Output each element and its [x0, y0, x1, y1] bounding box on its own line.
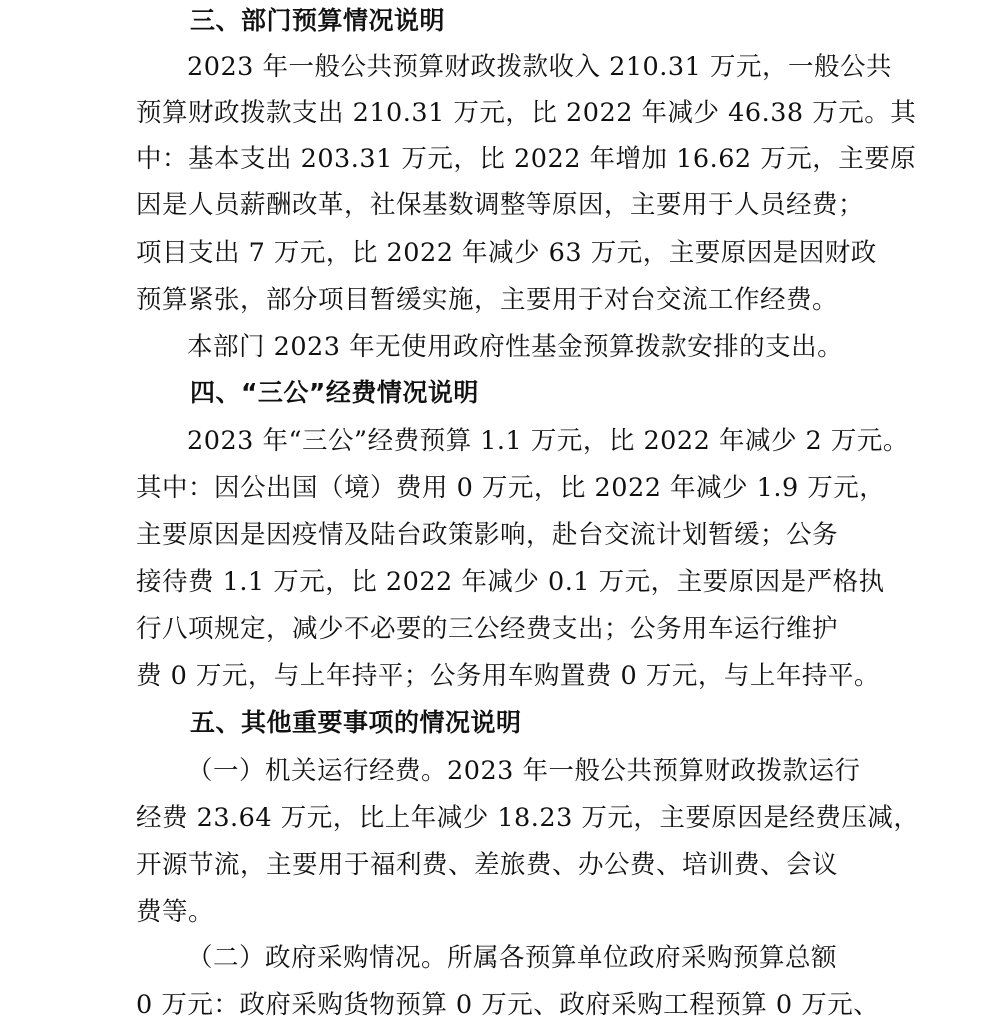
- body-line: 接待费 1.1 万元，比 2022 年减少 0.1 万元，主要原因是严格执: [136, 567, 885, 597]
- body-line: 行八项规定，减少不必要的三公经费支出；公务用车运行维护: [136, 614, 839, 644]
- body-line: 本部门 2023 年无使用政府性基金预算拨款安排的支出。: [187, 332, 844, 362]
- body-line: （一）机关运行经费。2023 年一般公共预算财政拨款运行: [187, 756, 861, 786]
- body-line: 2023 年一般公共预算财政拨款收入 210.31 万元，一般公共: [187, 52, 892, 82]
- section-heading-3: 三、部门预算情况说明: [190, 6, 446, 35]
- body-line: 费 0 万元，与上年持平；公务用车购置费 0 万元，与上年持平。: [136, 661, 880, 691]
- body-line: 开源节流，主要用于福利费、差旅费、办公费、培训费、会议: [136, 850, 839, 880]
- body-line: 2023 年“三公”经费预算 1.1 万元，比 2022 年减少 2 万元。: [187, 426, 909, 456]
- body-line: 经费 23.64 万元，比上年减少 18.23 万元，主要原因是经费压减，: [136, 803, 920, 833]
- section-heading-5: 五、其他重要事项的情况说明: [190, 708, 522, 737]
- section-heading-4: 四、“三公”经费情况说明: [190, 378, 479, 407]
- body-line: 中：基本支出 203.31 万元，比 2022 年增加 16.62 万元，主要原: [136, 144, 917, 174]
- body-line: 费等。: [136, 897, 215, 927]
- body-line: 预算紧张，部分项目暂缓实施，主要用于对台交流工作经费。: [136, 285, 839, 315]
- body-line: 其中：因公出国（境）费用 0 万元，比 2022 年减少 1.9 万元，: [136, 473, 886, 503]
- body-line: 预算财政拨款支出 210.31 万元，比 2022 年减少 46.38 万元。其: [136, 98, 917, 128]
- body-line: 主要原因是因疫情及陆台政策影响，赴台交流计划暂缓；公务: [136, 520, 839, 550]
- body-line: （二）政府采购情况。所属各预算单位政府采购预算总额: [187, 943, 838, 973]
- body-line: 0 万元：政府采购货物预算 0 万元、政府采购工程预算 0 万元、: [136, 990, 880, 1020]
- body-line: 项目支出 7 万元，比 2022 年减少 63 万元，主要原因是因财政: [136, 238, 877, 268]
- body-line: 因是人员薪酬改革，社保基数调整等原因，主要用于人员经费；: [136, 190, 865, 220]
